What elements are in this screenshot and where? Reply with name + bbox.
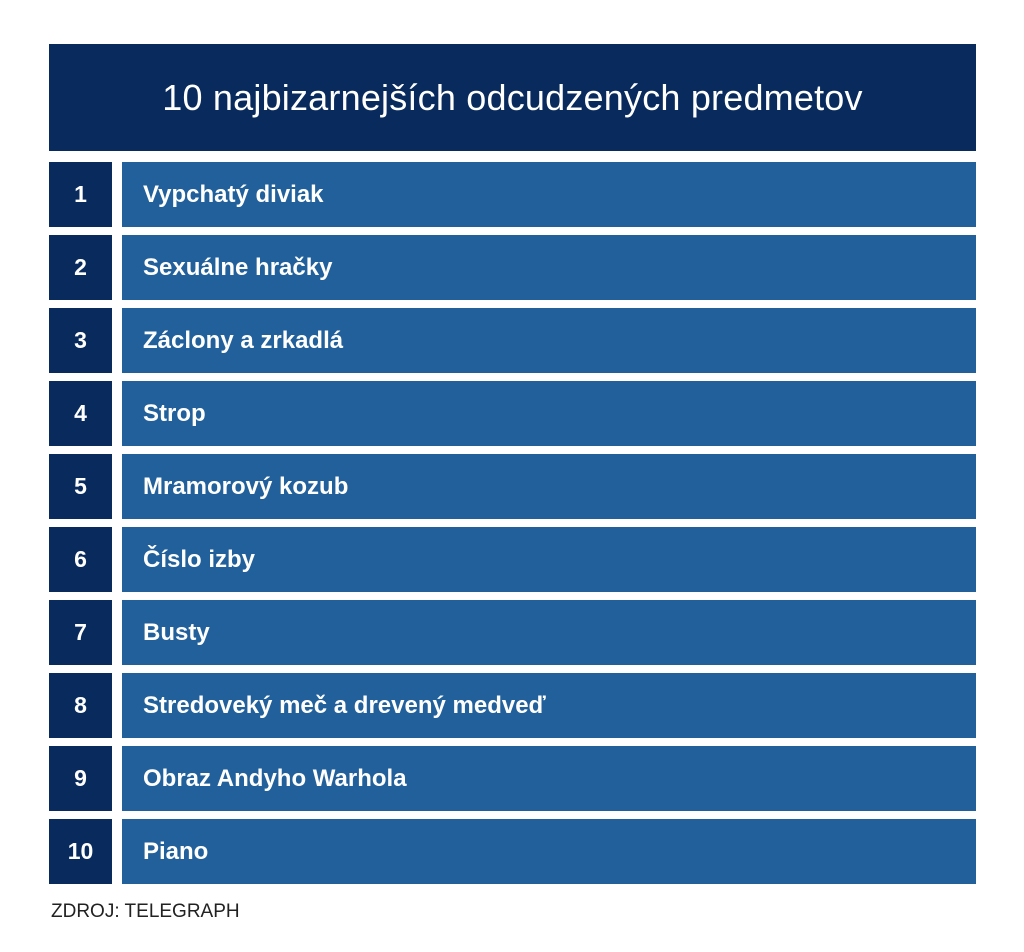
item-label: Busty	[122, 600, 976, 665]
list-item	[49, 527, 976, 592]
item-label: Piano	[122, 819, 976, 884]
item-label: Vypchatý diviak	[122, 162, 976, 227]
list-item	[49, 454, 976, 519]
source-credit: ZDROJ: TELEGRAPH	[51, 901, 240, 922]
rank-number: 10	[49, 819, 112, 884]
rank-number: 1	[49, 162, 112, 227]
item-label: Číslo izby	[122, 527, 976, 592]
rank-number: 2	[49, 235, 112, 300]
list-item	[49, 381, 976, 446]
rank-number: 6	[49, 527, 112, 592]
list-item	[49, 746, 976, 811]
item-label: Mramorový kozub	[122, 454, 976, 519]
rank-number: 3	[49, 308, 112, 373]
rank-number: 8	[49, 673, 112, 738]
list-item	[49, 819, 976, 884]
list-item	[49, 673, 976, 738]
item-label: Obraz Andyho Warhola	[122, 746, 976, 811]
item-label: Strop	[122, 381, 976, 446]
list-item	[49, 308, 976, 373]
ranked-list	[49, 162, 976, 892]
rank-number: 5	[49, 454, 112, 519]
rank-number: 7	[49, 600, 112, 665]
rank-number: 4	[49, 381, 112, 446]
item-label: Stredoveký meč a drevený medveď	[122, 673, 976, 738]
list-item	[49, 600, 976, 665]
list-item	[49, 235, 976, 300]
item-label: Sexuálne hračky	[122, 235, 976, 300]
list-item	[49, 162, 976, 227]
infographic-title: 10 najbizarnejších odcudzených predmetov	[49, 44, 976, 151]
rank-number: 9	[49, 746, 112, 811]
item-label: Záclony a zrkadlá	[122, 308, 976, 373]
